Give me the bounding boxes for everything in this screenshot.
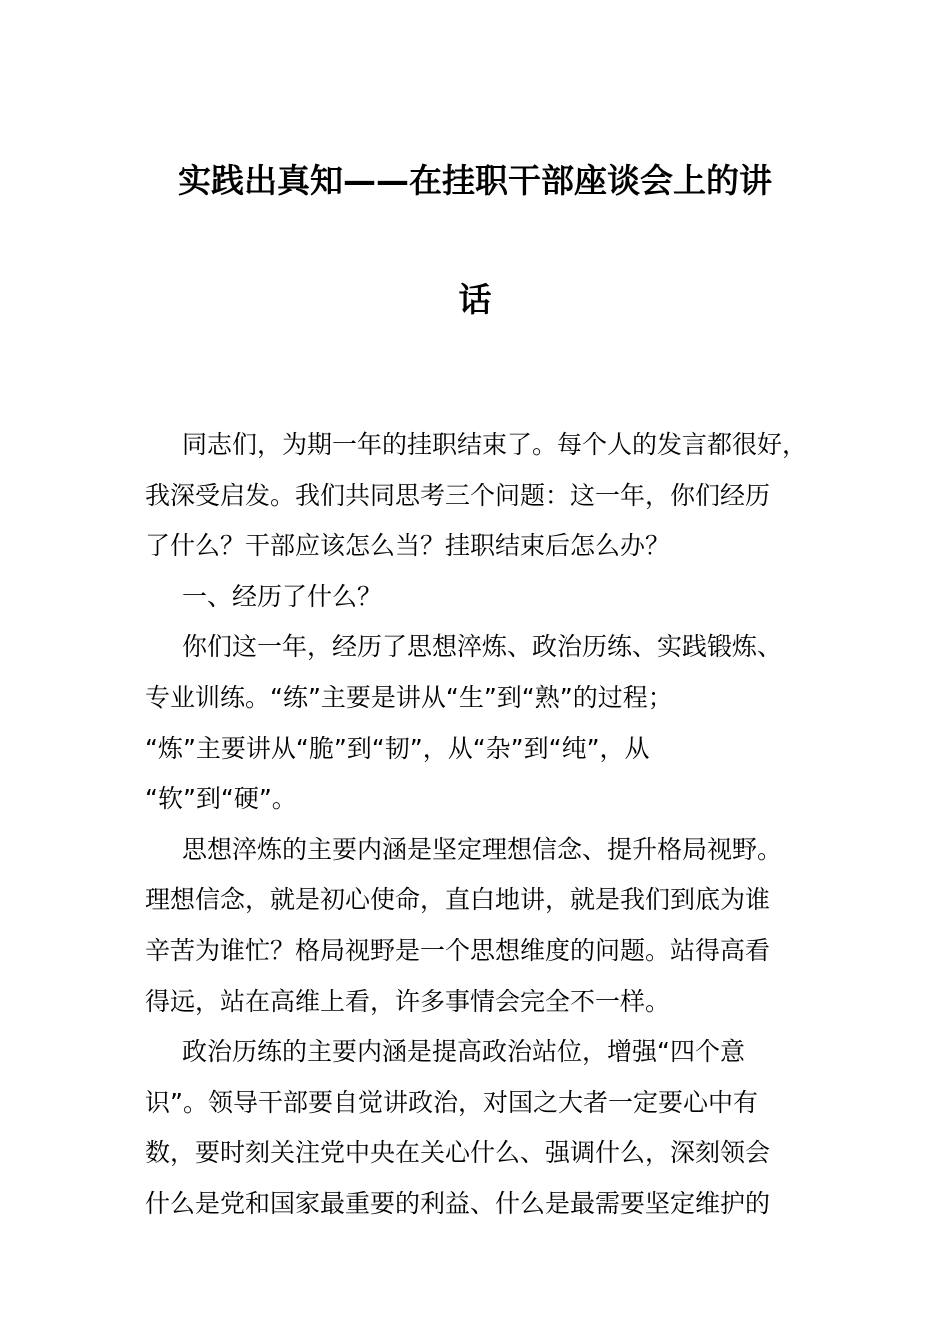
body-line: 同志们，为期一年的挂职结束了。每个人的发言都很好， [182,430,808,459]
body-line: “炼”主要讲从“脆”到“韧”，从“杂”到“纯”，从 [145,733,650,763]
body-line: 数，要时刻关注党中央在关心什么、强调什么，深刻领会 [145,1138,771,1168]
body-line: 我深受启发。我们共同思考三个问题：这一年，你们经历 [145,480,771,510]
body-line: 理想信念，就是初心使命，直白地讲，就是我们到底为谁 [145,885,771,915]
body-line: “软”到“硬”。 [145,784,297,814]
body-line: 什么是党和国家最重要的利益、什么是最需要坚定维护的 [145,1188,771,1218]
section-heading: 一、经历了什么？ [182,581,383,611]
body-line: 得远，站在高维上看，许多事情会完全不一样。 [145,986,671,1016]
document-title-line-1: 实践出真知——在挂职干部座谈会上的讲 [178,161,772,200]
document-body [145,420,807,1230]
body-line: 政治历练的主要内涵是提高政治站位，增强“四个意 [182,1037,745,1067]
body-line: 了什么？干部应该怎么当？挂职结束后怎么办？ [145,531,671,561]
body-line: 识”。领导干部要自觉讲政治，对国之大者一定要心中有 [145,1087,758,1117]
document-title-line-2: 话 [458,280,492,319]
body-line: 专业训练。“练”主要是讲从“生”到“熟”的过程； [145,682,673,712]
body-line: 你们这一年，经历了思想淬炼、政治历练、实践锻炼、 [182,632,783,662]
body-line: 思想淬炼的主要内涵是坚定理想信念、提升格局视野。 [182,834,783,864]
body-line: 辛苦为谁忙？格局视野是一个思想维度的问题。站得高看 [145,935,771,965]
